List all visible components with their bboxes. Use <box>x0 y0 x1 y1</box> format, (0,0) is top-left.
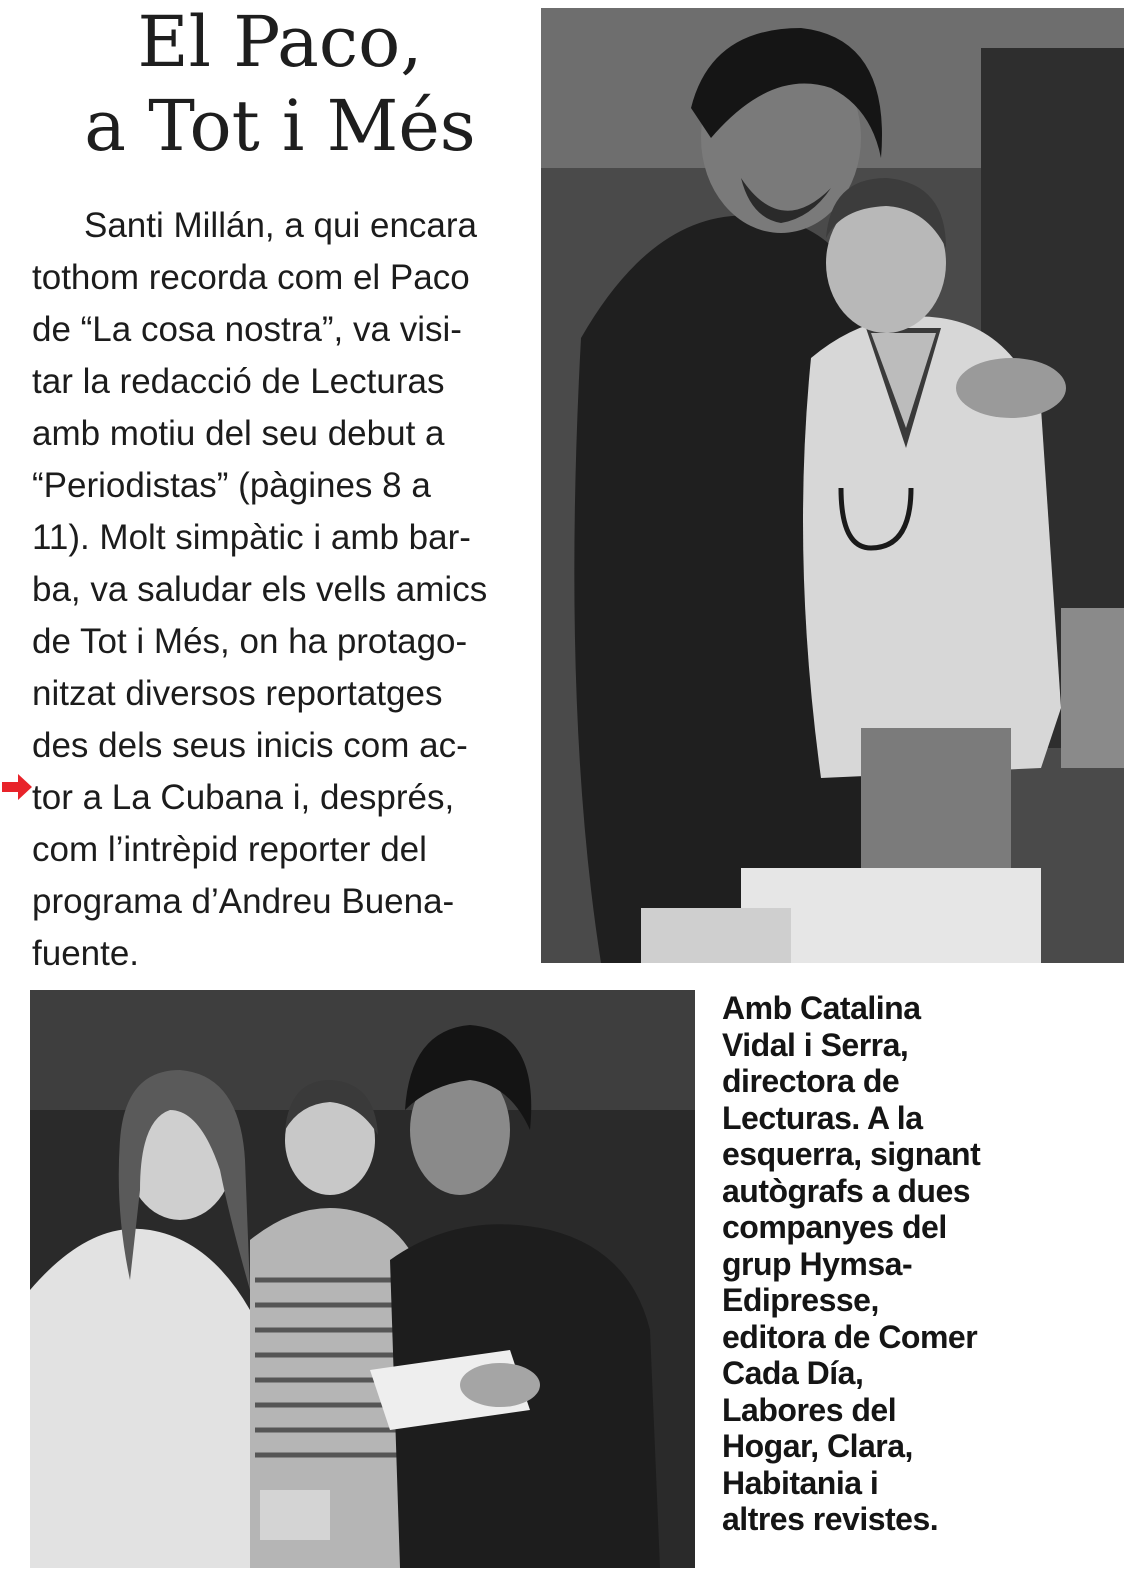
article-line: “Periodistas” (pàgines 8 a <box>32 466 431 505</box>
caption-line: companyes del <box>722 1209 947 1245</box>
article-line: tar la redacció de Lecturas <box>32 362 445 401</box>
caption-line: Vidal i Serra, <box>722 1026 909 1063</box>
article-line: fuente. <box>32 934 140 973</box>
article-line: com l’intrèpid reporter del <box>32 830 427 869</box>
article-line: nitzat diversos reportatges <box>32 674 443 713</box>
headline-line-1: El Paco, <box>137 1 423 83</box>
caption-line: esquerra, signant <box>722 1136 981 1172</box>
red-arrow-icon <box>0 770 34 804</box>
caption-line: directora de <box>722 1063 900 1099</box>
caption-line: altres revistes. <box>722 1501 939 1537</box>
caption-line: Labores del <box>722 1391 897 1428</box>
headline <box>30 0 530 168</box>
article-line: Santi Millán, a qui encara <box>84 206 477 245</box>
caption-line: Cada Día, <box>722 1355 864 1391</box>
caption-line: Hogar, Clara, <box>722 1428 913 1464</box>
caption-line: Habitania i <box>722 1464 879 1501</box>
photo-santi-and-director <box>541 8 1124 963</box>
article-line: amb motiu del seu debut a <box>32 414 445 453</box>
article-line: des dels seus inicis com ac- <box>32 726 468 765</box>
caption-line: autògrafs a dues <box>722 1172 971 1209</box>
article-line: tothom recorda com el Paco <box>32 258 470 297</box>
caption-line: grup Hymsa- <box>722 1245 913 1282</box>
article-line: ba, va saludar els vells amics <box>32 570 488 609</box>
caption-line: Lecturas. A la <box>722 1099 923 1136</box>
caption-line: Amb Catalina <box>722 990 921 1026</box>
article-line: programa d’Andreu Buena- <box>32 882 455 921</box>
photo-caption <box>722 990 1122 1538</box>
article-line: de “La cosa nostra”, va visi- <box>32 310 462 349</box>
photo-autographs <box>30 990 695 1568</box>
article-body <box>32 200 532 980</box>
article-line: 11). Molt simpàtic i amb bar- <box>32 518 471 557</box>
caption-line: Edipresse, <box>722 1282 879 1318</box>
headline-line-2: a Tot i Més <box>84 85 476 167</box>
article-line: tor a La Cubana i, després, <box>32 778 455 817</box>
caption-line: editora de Comer <box>722 1318 978 1355</box>
article-line: de Tot i Més, on ha protago- <box>32 622 468 661</box>
